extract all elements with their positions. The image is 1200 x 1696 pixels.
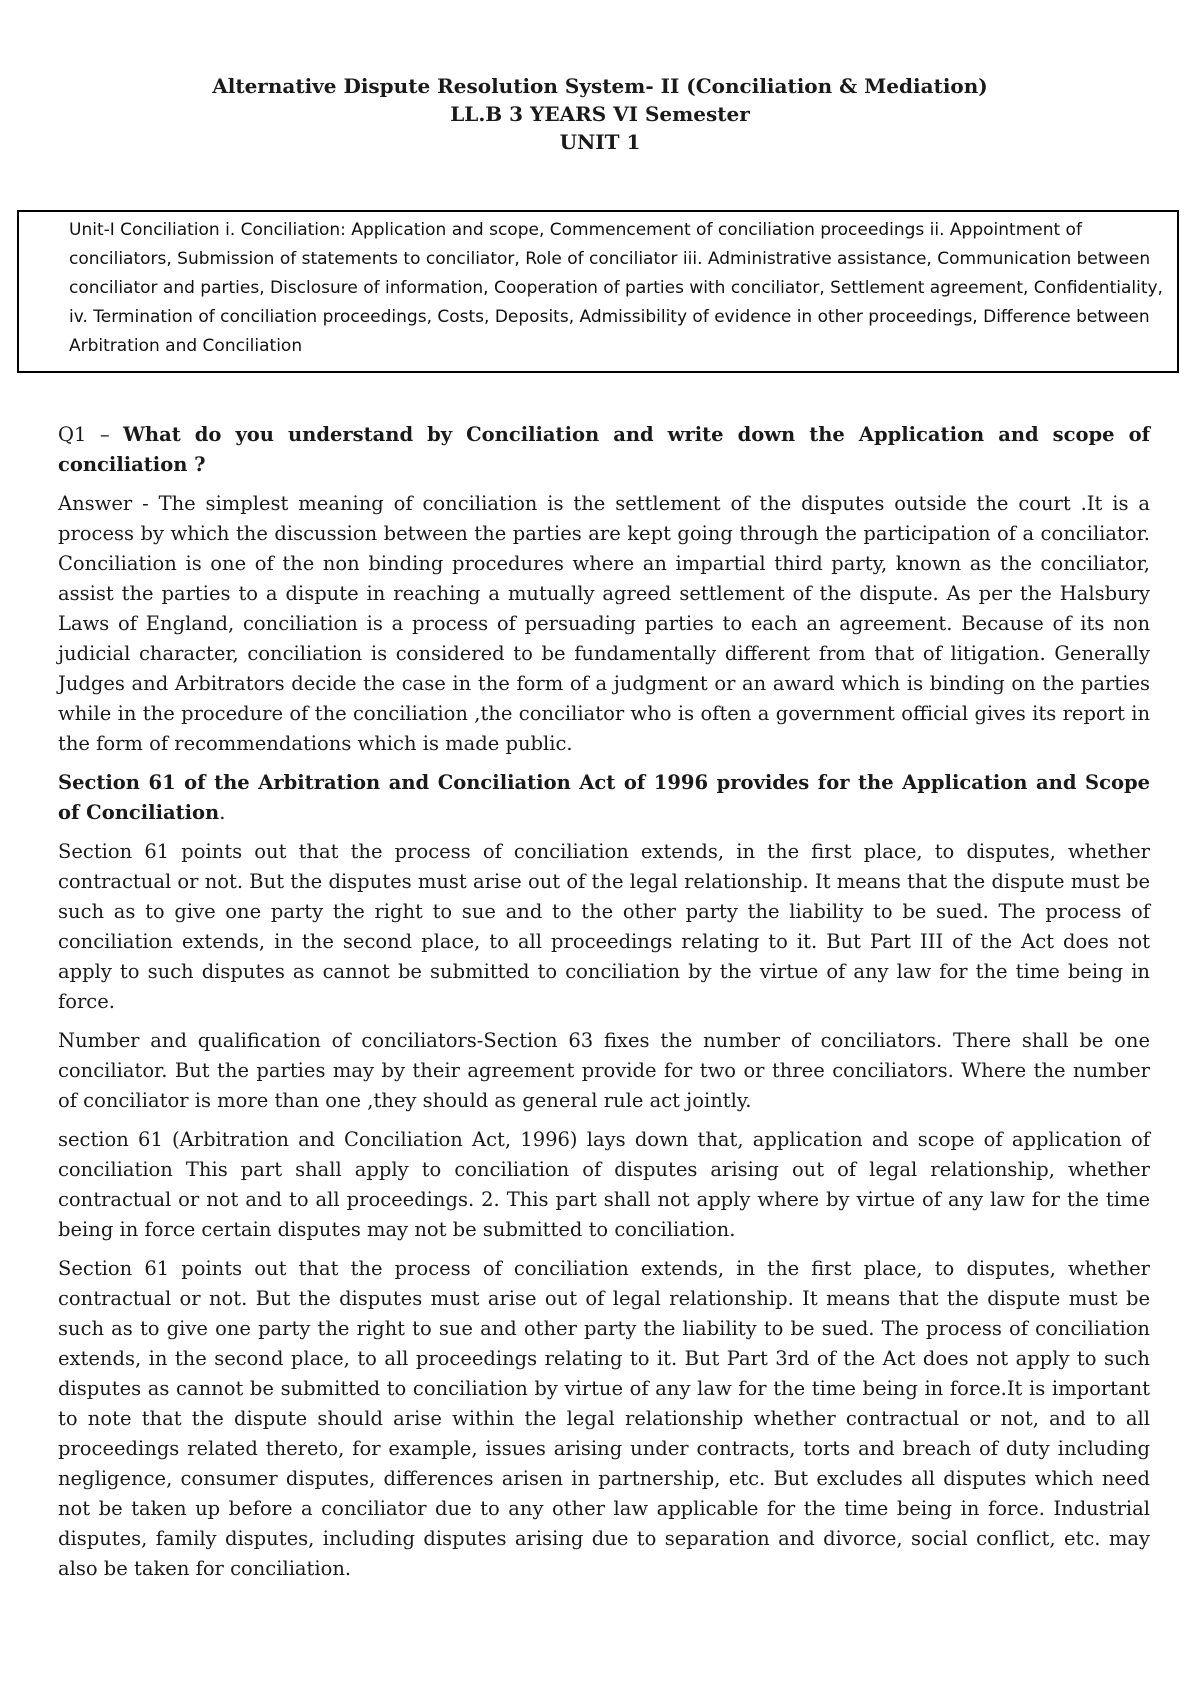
document-header [0, 72, 1200, 156]
section-heading [58, 768, 1150, 828]
question-text: What do you understand by Conciliation and write down the Application and scope of conciliation ? [58, 423, 1150, 476]
number-qualification-paragraph: Number and qualification of conciliators-Section 63 fixes the number of conciliators. There shall be one conciliator. But the parties may by their agreement provide for two or three conciliators. Where the number of conciliator is more than one ,they should as general rule act jointly. [58, 1029, 1150, 1112]
program-line: LL.B 3 YEARS VI Semester [450, 102, 750, 126]
syllabus-box [17, 210, 1179, 373]
syllabus-text: Unit-I Conciliation i. Conciliation: Application and scope, Commencement of conciliation proceedings ii. Appointment of conciliators, Submission of statements to conciliator, Role of conciliator iii. Administrative assistance, Communication between conciliator and parties, Disclosure of information, Cooperation of parties with conciliator, Settlement agreement, Confidentiality, iv. Termination of conciliation proceedings, Costs, Deposits, Admissibility of evidence in other proceedings, Difference between Arbitration and Conciliation [69, 220, 1163, 356]
question-prefix: Q1 – [58, 423, 124, 446]
course-title: Alternative Dispute Resolution System- II (Conciliation & Mediation) [212, 74, 988, 98]
section61-paragraph: Section 61 points out that the process of conciliation extends, in the first place, to disputes, whether contractual or not. But the disputes must arise out of the legal relationship. It means that the dispute must be such as to give one party the right to sue and to the other party the liability to be sued. The process of conciliation extends, in the second place, to all proceedings relating to it. But Part III of the Act does not apply to such disputes as cannot be submitted to conciliation by the virtue of any law for the time being in force. [58, 840, 1150, 1013]
section-heading-period: . [219, 801, 226, 824]
answer-paragraph: Answer - The simplest meaning of conciliation is the settlement of the disputes outside the court .It is a process by which the discussion between the parties are kept going through the participation of a conciliator. Conciliation is one of the non binding procedures where an impartial third party, known as the conciliator, assist the parties to a dispute in reaching a mutually agreed settlement of the dispute. As per the Halsbury Laws of England, conciliation is a process of persuading parties to each an agreement. Because of its non judicial character, conciliation is considered to be fundamentally different from that of litigation. Generally Judges and Arbitrators decide the case in the form of a judgment or an award which is binding on the parties while in the procedure of the conciliation ,the conciliator who is often a government official gives its report in the form of recommendations which is made public. [58, 492, 1150, 755]
section61-lays-down-paragraph: section 61 (Arbitration and Conciliation Act, 1996) lays down that, application and scope of application of conciliation This part shall apply to conciliation of disputes arising out of legal relationship, whether contractual or not and to all proceedings. 2. This part shall not apply where by virtue of any law for the time being in force certain disputes may not be submitted to conciliation. [58, 1128, 1150, 1241]
document-body [58, 420, 1150, 1593]
unit-title: UNIT 1 [559, 130, 641, 154]
section-heading-text: Section 61 of the Arbitration and Conciliation Act of 1996 provides for the Application and Scope of Conciliation [58, 771, 1150, 824]
final-paragraph: Section 61 points out that the process of conciliation extends, in the first place, to disputes, whether contractual or not. But the disputes must arise out of legal relationship. It means that the dispute must be such as to give one party the right to sue and other party the liability to be sued. The process of conciliation extends, in the second place, to all proceedings relating to it. But Part 3rd of the Act does not apply to such disputes as cannot be submitted to conciliation by virtue of any law for the time being in force.It is important to note that the dispute should arise within the legal relationship whether contractual or not, and to all proceedings related thereto, for example, issues arising under contracts, torts and breach of duty including negligence, consumer disputes, differences arisen in partnership, etc. But excludes all disputes which need not be taken up before a conciliator due to any other law applicable for the time being in force. Industrial disputes, family disputes, including disputes arising due to separation and divorce, social conflict, etc. may also be taken for conciliation. [58, 1257, 1150, 1580]
question-heading [58, 420, 1150, 480]
